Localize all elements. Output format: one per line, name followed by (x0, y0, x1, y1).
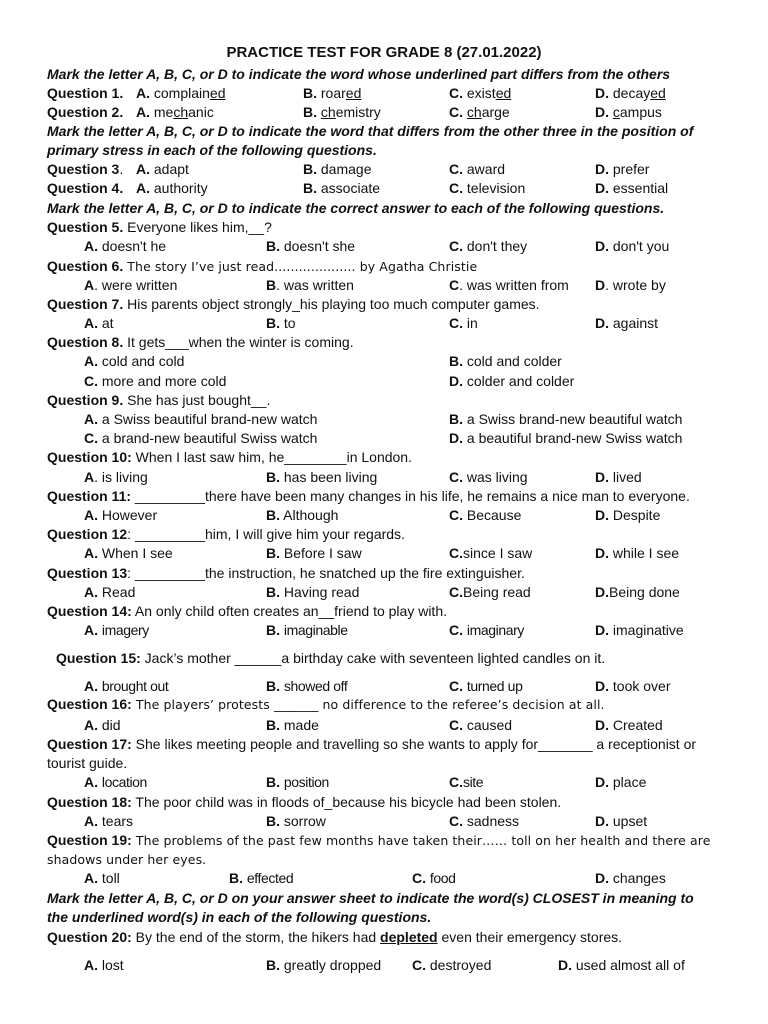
q11-option-a: A. However (84, 507, 158, 523)
question-1-label: Question 1. (47, 85, 124, 101)
q5-option-a: A. doesn't he (84, 238, 167, 254)
q15-option-c: C. turned up (449, 678, 523, 694)
question-15: Question 15: Jack’s mother ______a birthday cake with seventeen lighted candles on it. (56, 650, 606, 666)
q13-option-b: B. Having read (266, 584, 360, 600)
q2-option-d: D. campus (595, 104, 662, 120)
q18-option-c: C. sadness (449, 813, 520, 829)
instruction-closest-line2: the underlined word(s) in each of the following questions. (47, 909, 432, 925)
instruction-pronunciation: Mark the letter A, B, C, or D to indicate the word whose underlined part differs from the others (47, 66, 671, 82)
q10-option-c: C. was living (449, 469, 528, 485)
q6-option-c: C. was written from (449, 277, 569, 293)
q17-option-d: D. place (595, 774, 647, 790)
q19-option-d: D. changes (595, 870, 666, 886)
q1-option-a: A. complained (136, 85, 226, 101)
q10-option-a: A. is living (84, 469, 148, 485)
q18-option-d: D. upset (595, 813, 648, 829)
q12-option-d: D. while I see (595, 545, 680, 561)
q12-option-a: A. When I see (84, 545, 173, 561)
q7-option-a: A. at (84, 315, 114, 331)
q8-option-a: A. cold and cold (84, 353, 185, 369)
q19-option-a: A. toll (84, 870, 120, 886)
q3-option-d: D. prefer (595, 161, 650, 177)
question-20: Question 20: By the end of the storm, the hikers had depleted even their emergency stores. (47, 929, 623, 945)
question-18: Question 18: The poor child was in floods of_because his bicycle had been stolen. (47, 794, 562, 810)
q10-option-d: D. lived (595, 469, 642, 485)
q20-option-d: D. used almost all of (558, 957, 685, 973)
instruction-closest-line1: Mark the letter A, B, C, or D on your answer sheet to indicate the word(s) CLOSEST in meaning to (47, 890, 694, 906)
q8-option-b: B. cold and colder (449, 353, 562, 369)
question-19-line2: shadows under her eyes. (47, 852, 207, 867)
q5-option-b: B. doesn't she (266, 238, 356, 254)
q17-option-a: A. location (84, 774, 147, 790)
q16-option-a: A. did (84, 717, 121, 733)
q3-option-a: A. adapt (136, 161, 189, 177)
q3-option-c: C. award (449, 161, 506, 177)
q6-option-a: A. were written (84, 277, 178, 293)
q1-option-d: D. decayed (595, 85, 666, 101)
q14-option-a: A. imagery (84, 622, 149, 638)
q11-option-b: B. Although (266, 507, 339, 523)
q15-option-a: A. brought out (84, 678, 169, 694)
q20-option-a: A. lost (84, 957, 124, 973)
q9-option-d: D. a beautiful brand-new Swiss watch (449, 430, 683, 446)
q17-option-c: C.site (449, 774, 484, 790)
q18-option-a: A. tears (84, 813, 134, 829)
q7-option-b: B. to (266, 315, 296, 331)
q14-option-b: B. imaginable (266, 622, 348, 638)
question-6: Question 6. The story I’ve just read.................... by Agatha Christie (47, 258, 478, 274)
q17-option-b: B. position (266, 774, 329, 790)
question-7: Question 7. His parents object strongly_his playing too much computer games. (47, 296, 540, 312)
q12-option-c: C.since I saw (449, 545, 533, 561)
q8-option-c: C. more and more cold (84, 373, 227, 389)
question-17-line1: Question 17: She likes meeting people and travelling so she wants to apply for_______ a receptionist or (47, 736, 697, 752)
q16-option-d: D. Created (595, 717, 663, 733)
q4-option-c: C. television (449, 180, 526, 196)
q16-option-b: B. made (266, 717, 319, 733)
q7-option-c: C. in (449, 315, 478, 331)
q4-option-b: B. associate (303, 180, 381, 196)
question-5: Question 5. Everyone likes him,__? (47, 219, 272, 235)
q15-option-d: D. took over (595, 678, 671, 694)
q18-option-b: B. sorrow (266, 813, 326, 829)
q9-option-b: B. a Swiss brand-new beautiful watch (449, 411, 683, 427)
q5-option-c: C. don't they (449, 238, 528, 254)
question-11: Question 11: _________there have been many changes in his life, he remains a nice man to everyone. (47, 488, 690, 504)
q4-option-d: D. essential (595, 180, 669, 196)
q7-option-d: D. against (595, 315, 659, 331)
q20-option-b: B. greatly dropped (266, 957, 382, 973)
question-19-line1: Question 19: The problems of the past few months have taken their…… toll on her health and there are (47, 832, 711, 848)
instruction-correct-answer: Mark the letter A, B, C, or D to indicate the correct answer to each of the following questions. (47, 200, 665, 216)
q6-option-b: B. was written (266, 277, 354, 293)
q11-option-c: C. Because (449, 507, 522, 523)
question-3-label: Question 3. (47, 161, 124, 177)
q19-option-b: B. effected (229, 870, 294, 886)
q1-option-b: B. roared (303, 85, 362, 101)
q5-option-d: D. don't you (595, 238, 670, 254)
question-12: Question 12: _________him, I will give him your regards. (47, 526, 405, 542)
q10-option-b: B. has been living (266, 469, 378, 485)
q14-option-c: C. imaginary (449, 622, 524, 638)
q15-option-b: B. showed off (266, 678, 348, 694)
q14-option-d: D. imaginative (595, 622, 684, 638)
q3-option-b: B. damage (303, 161, 372, 177)
q6-option-d: D. wrote by (595, 277, 666, 293)
q1-option-c: C. existed (449, 85, 512, 101)
q4-option-a: A. authority (136, 180, 208, 196)
q2-option-b: B. chemistry (303, 104, 381, 120)
q16-option-c: C. caused (449, 717, 513, 733)
question-13: Question 13: _________the instruction, he snatched up the fire extinguisher. (47, 565, 525, 581)
q2-option-c: C. charge (449, 104, 510, 120)
question-17-line2: tourist guide. (47, 755, 128, 771)
q12-option-b: B. Before I saw (266, 545, 362, 561)
page-title: PRACTICE TEST FOR GRADE 8 (27.01.2022) (226, 44, 542, 61)
question-4-label: Question 4. (47, 180, 124, 196)
question-9: Question 9. She has just bought__. (47, 392, 271, 408)
q13-option-d: D.Being done (595, 584, 680, 600)
instruction-stress-line2: primary stress in each of the following questions. (47, 142, 377, 158)
instruction-stress-line1: Mark the letter A, B, C, or D to indicate the word that differs from the other three in the position of (47, 123, 694, 139)
q11-option-d: D. Despite (595, 507, 661, 523)
question-16: Question 16: The players’ protests _______ no difference to the referee’s decision at all. (47, 696, 605, 712)
q9-option-c: C. a brand-new beautiful Swiss watch (84, 430, 318, 446)
q2-option-a: A. mechanic (136, 104, 214, 120)
question-2-label: Question 2. (47, 104, 124, 120)
q13-option-a: A. Read (84, 584, 136, 600)
q8-option-d: D. colder and colder (449, 373, 575, 389)
question-14: Question 14: An only child often creates an__friend to play with. (47, 603, 447, 619)
q9-option-a: A. a Swiss beautiful brand-new watch (84, 411, 318, 427)
q19-option-c: C. food (412, 870, 456, 886)
question-10: Question 10: When I last saw him, he________in London. (47, 449, 412, 465)
q13-option-c: C.Being read (449, 584, 531, 600)
question-8: Question 8. It gets___when the winter is coming. (47, 334, 354, 350)
q20-option-c: C. destroyed (412, 957, 492, 973)
